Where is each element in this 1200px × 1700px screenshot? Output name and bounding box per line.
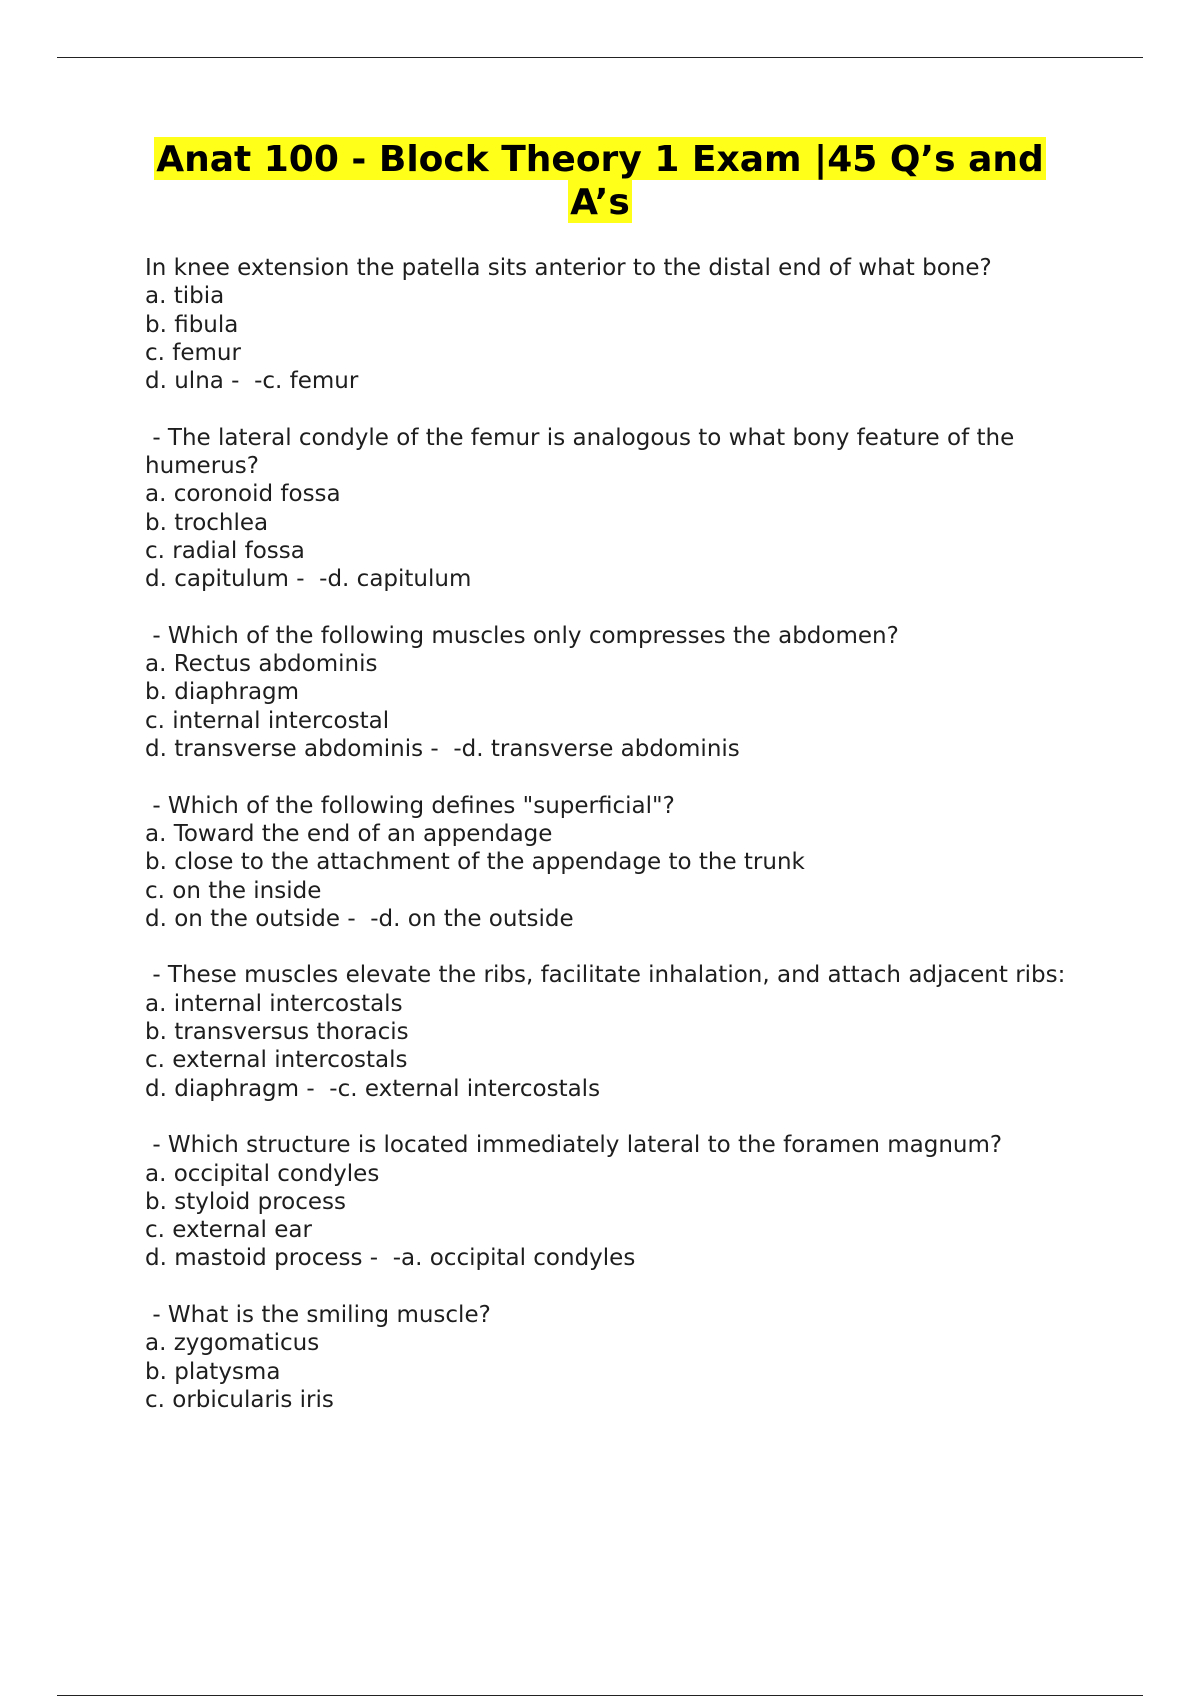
title-line-1: Anat 100 - Block Theory 1 Exam |45 Q’s and <box>156 139 1044 180</box>
question-item <box>145 254 1075 395</box>
question-stem: - Which of the following muscles only compresses the abdomen? <box>145 622 899 649</box>
bottom-rule <box>57 1695 1143 1696</box>
answer-option: d. diaphragm - -c. external intercostals <box>145 1075 601 1102</box>
question-stem: - These muscles elevate the ribs, facilitate inhalation, and attach adjacent ribs: <box>145 962 1066 989</box>
answer-option: a. Toward the end of an appendage <box>145 820 553 847</box>
answer-option: a. Rectus abdominis <box>145 651 378 678</box>
question-stem: - The lateral condyle of the femur is analogous to what bony feature of the humerus? <box>145 424 1022 480</box>
answer-option: d. transverse abdominis - -d. transverse abdominis <box>145 736 740 763</box>
answer-option: d. capitulum - -d. capitulum <box>145 566 472 593</box>
answer-option: b. styloid process <box>145 1188 346 1215</box>
page-title <box>0 138 1200 224</box>
answer-option: b. diaphragm <box>145 679 300 706</box>
answer-option: b. transversus thoracis <box>145 1019 409 1046</box>
question-item <box>145 622 1075 763</box>
answer-option: a. internal intercostals <box>145 990 403 1017</box>
top-rule <box>57 57 1143 58</box>
question-stem: - What is the smiling muscle? <box>145 1301 491 1328</box>
answer-option: d. ulna - -c. femur <box>145 368 359 395</box>
answer-option: c. external ear <box>145 1217 312 1244</box>
answer-option: d. on the outside - -d. on the outside <box>145 905 574 932</box>
answer-option: a. coronoid fossa <box>145 481 341 508</box>
question-item <box>145 961 1075 1102</box>
answer-option: c. orbicularis iris <box>145 1386 334 1413</box>
answer-option: b. close to the attachment of the appendage to the trunk <box>145 849 805 876</box>
answer-option: a. occipital condyles <box>145 1160 380 1187</box>
answer-option: b. fibula <box>145 311 239 338</box>
question-item <box>145 424 1075 594</box>
answer-option: b. platysma <box>145 1358 281 1385</box>
question-stem: In knee extension the patella sits anterior to the distal end of what bone? <box>145 255 992 281</box>
answer-option: c. radial fossa <box>145 537 305 564</box>
answer-option: c. external intercostals <box>145 1047 408 1074</box>
answer-option: b. trochlea <box>145 509 269 536</box>
question-item <box>145 1131 1075 1272</box>
answer-option: c. internal intercostal <box>145 707 390 734</box>
answer-option: a. zygomaticus <box>145 1330 320 1357</box>
answer-option: c. on the inside <box>145 877 322 904</box>
question-item <box>145 792 1075 933</box>
question-list <box>145 254 1075 1442</box>
answer-option: a. tibia <box>145 283 225 310</box>
answer-option: d. mastoid process - -a. occipital condyles <box>145 1245 636 1272</box>
question-stem: - Which structure is located immediately lateral to the foramen magnum? <box>145 1132 1003 1159</box>
title-line-2: A’s <box>570 182 630 223</box>
question-stem: - Which of the following defines "superficial"? <box>145 792 675 819</box>
answer-option: c. femur <box>145 339 241 366</box>
question-item <box>145 1301 1075 1414</box>
